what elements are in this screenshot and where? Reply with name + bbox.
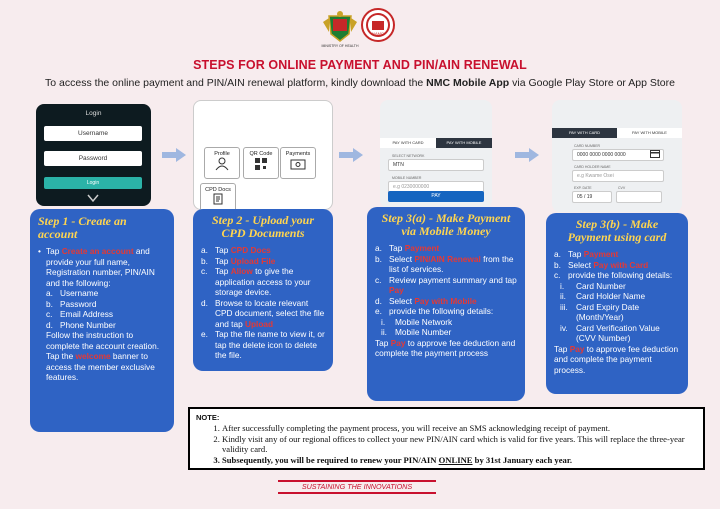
nmc-logo-text: NAMC <box>372 31 384 36</box>
login-screenshot <box>36 104 151 206</box>
tab-pay-with-mobile: PAY WITH MOBILE <box>617 128 682 138</box>
note-item: 1. After successfully completing the payment process, you will receive an SMS acknowledging receipt of payment. <box>222 423 697 433</box>
list-item: b. Tap Upload File <box>201 255 276 266</box>
payment-tabs <box>380 138 492 148</box>
step1-card <box>30 209 174 432</box>
cvv-label: CVV <box>618 186 626 190</box>
list-item: iii. Card Expiry Date (Month/Year) <box>560 301 640 322</box>
note-item: 3. Subsequently, you will be required to renew your PIN/AIN ONLINE by 31st January each year. <box>222 455 697 465</box>
list-item: c. Review payment summary and tap Pay <box>375 274 517 295</box>
list-item: c. Tap Allow to give the application access to your storage device. <box>201 266 311 297</box>
step1-provide: provide your full name, Registration number, PIN/AIN and the following: <box>46 256 155 288</box>
note-item: 2. Kindly visit any of our regional offices to collect your new PIN/AIN card which is valid for five years. This will replace the three-year validity card. <box>222 434 697 455</box>
document-icon <box>212 193 224 205</box>
card-holder-label: CARD HOLDER NAME <box>574 165 611 169</box>
list-item: a. Username <box>46 288 99 298</box>
note-list <box>196 423 697 465</box>
step3b-card <box>546 213 688 394</box>
note-label: NOTE: <box>196 413 220 422</box>
step3a-body <box>375 243 517 359</box>
upload-screenshot <box>193 100 333 210</box>
list-item: c. Email Address <box>46 309 114 319</box>
note-box <box>188 407 705 470</box>
password-field: Password <box>44 151 142 166</box>
step3b-title: Step 3(b) - Make Payment using card <box>567 217 667 244</box>
tile-payments: Payments <box>280 147 316 179</box>
list-item: a. Tap CPD Docs <box>201 245 271 255</box>
nmc-logo <box>361 8 395 42</box>
list-item: a. Tap Payment <box>375 243 440 253</box>
card-holder-input: e.g Kwame Osei <box>572 170 664 182</box>
coat-of-arms-icon <box>321 10 359 44</box>
subtitle-pre: To access the online payment and PIN/AIN renewal platform, kindly download the <box>45 77 427 89</box>
step3b-body <box>554 249 680 375</box>
login-button: Login <box>44 177 142 189</box>
cvv-input <box>616 191 662 203</box>
card-number-label: CARD NUMBER <box>574 144 601 148</box>
list-item: iv. Card Verification Value (CVV Number) <box>560 322 660 343</box>
page-title: STEPS FOR ONLINE PAYMENT AND PIN/AIN RENEWAL <box>193 58 527 72</box>
list-item: b. Password <box>46 298 97 309</box>
tile-profile: Profile <box>204 147 240 179</box>
list-item: i. Card Number <box>560 280 626 291</box>
list-item: d. Select Pay with Mobile <box>375 295 477 306</box>
network-select: MTN <box>388 159 484 171</box>
bullet-icon: • <box>38 246 41 256</box>
list-item: d. Browse to locate relevant CPD document, select the file and tap Upload <box>201 297 325 329</box>
step1-welcome: Tap the welcome banner to access the member exclusive features. <box>46 351 155 382</box>
network-label: SELECT NETWORK <box>392 154 425 158</box>
mobile-money-screenshot <box>380 100 492 208</box>
subtitle-post: via Google Play Store or App Store <box>509 77 675 89</box>
tab-pay-with-mobile: PAY WITH MOBILE <box>436 138 492 148</box>
expiry-label: EXP. DATE <box>574 186 592 190</box>
tile-qr-code: QR Code <box>243 147 279 179</box>
logo-bar <box>0 8 720 48</box>
arrow-right-icon <box>515 148 539 162</box>
list-item: e. Tap the file name to view it, or tap the delete icon to delete the file. <box>201 329 325 360</box>
step1-follow: Follow the instruction to complete the account creation. <box>46 330 159 351</box>
list-item: i. Mobile Network <box>381 316 453 327</box>
step2-card <box>193 209 333 371</box>
app-name: NMC Mobile App <box>426 77 510 89</box>
card-payment-screenshot <box>552 100 682 212</box>
mobile-number-label: MOBILE NUMBER <box>392 176 422 180</box>
credit-card-icon <box>650 150 660 158</box>
payment-tabs <box>552 128 682 138</box>
arrow-right-icon <box>339 148 363 162</box>
list-item: b. Select Pay with Card <box>554 259 649 270</box>
list-item: e. provide the following details: <box>375 306 494 316</box>
list-item: d. Phone Number <box>46 319 116 330</box>
qr-code-icon <box>254 157 268 171</box>
list-item: b. Select PIN/AIN Renewal from the list of services. <box>375 253 514 274</box>
step2-title: Step 2 - Upload your CPD Documents <box>212 213 314 240</box>
step1-body: • Tap Create an account and provide your full name, Registration number, PIN/AIN and the following: a. Username b. Password c. Email Address d. Phone Number Follow the instruction to complete the account creation. Tap the welcome banner to access the member exclusive features. <box>38 246 166 383</box>
step3a-card <box>367 207 525 401</box>
username-field: Username <box>44 126 142 141</box>
tab-pay-with-card: PAY WITH CARD <box>552 128 617 138</box>
chevron-down-icon <box>87 194 99 203</box>
user-icon <box>215 157 229 171</box>
tile-cpd-docs: CPD Docs <box>200 183 236 210</box>
list-item: ii. Mobile Number <box>381 327 452 337</box>
list-item: a. Tap Payment <box>554 249 619 259</box>
slogan: SUSTAINING THE INNOVATIONS <box>278 480 436 494</box>
page-subtitle <box>0 77 720 89</box>
step3a-title: Step 3(a) - Make Payment via Mobile Money <box>381 211 511 238</box>
mobile-number-input: e.g 0230000000 <box>388 181 484 193</box>
arrow-right-icon <box>162 148 186 162</box>
list-item: c. provide the following details: <box>554 270 673 280</box>
create-account-link: Create an account <box>61 246 134 256</box>
step3b-final: Tap Pay to approve fee deduction and complete the payment process. <box>554 343 679 375</box>
step2-body <box>201 245 325 361</box>
list-item: ii. Card Holder Name <box>560 291 646 301</box>
login-title: Login <box>85 110 102 117</box>
pay-button: PAY <box>388 191 484 202</box>
tab-pay-with-card: PAY WITH CARD <box>380 138 436 148</box>
step3a-final: Tap Pay to approve fee deduction and complete the payment process <box>375 337 516 358</box>
card-number-input: 0000 0000 0000 0000 <box>572 149 664 161</box>
payment-icon <box>290 157 306 171</box>
coat-of-arms-caption: MINISTRY OF HEALTH <box>321 44 359 48</box>
step1-title: Step 1 - Create an account <box>38 214 127 241</box>
expiry-input: 05 / 19 <box>572 191 612 203</box>
